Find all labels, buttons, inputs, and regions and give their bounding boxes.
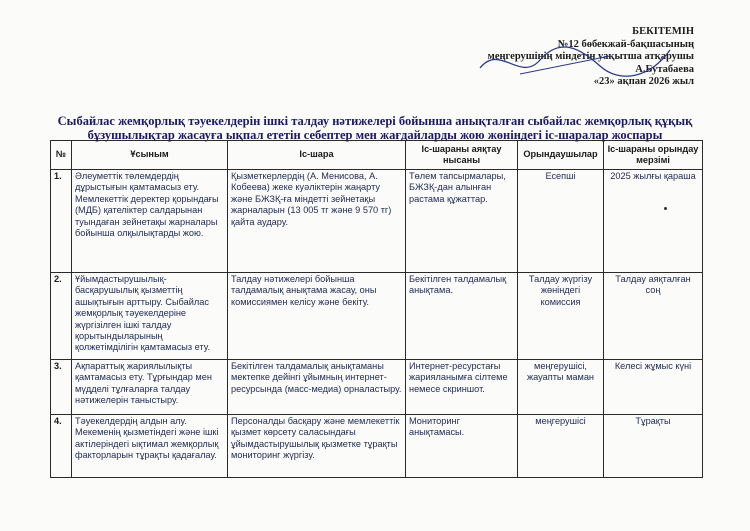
table-header-row [51,141,703,170]
row-number: 1. [51,170,72,273]
header-executors: Орындаушылар [518,141,604,170]
row-deadline: 2025 жылғы қараша [604,170,703,273]
row-deadline: Келесі жұмыс күні [604,360,703,415]
header-completion-form: Іс-шараны аяқтау нысаны [406,141,518,170]
row-executor: меңгерушісі [518,415,604,478]
approval-name: А.Бутабаева [635,63,694,75]
row-deadline: Талдау аяқталған соң [604,273,703,360]
row-number: 2. [51,273,72,360]
header-number: № [51,141,72,170]
table-row [51,273,703,360]
header-action: Іс-шара [228,141,406,170]
title-line-1: Сыбайлас жемқорлық тәуекелдерін ішкі талдау нәтижелері бойынша анықталған сыбайлас жемқорлық құқық [57,114,693,128]
row-recommendation: Ұйымдастырушылық-басқарушылық қызметтің ашықтығын арттыру. Сыбайлас жемқорлық тәуекелдеріне жүргізілген ішкі талдау қорытындыларының қолжетімділігін қамтамасыз ету. [72,273,228,360]
approval-block [394,26,694,89]
header-deadline: Іс-шараны орындау мерзімі [604,141,703,170]
approval-position: меңгерушінің міндетін уақытша атқарушы [487,51,694,62]
row-action: Бекітілген талдамалық анықтаманы мектепке дейінгі ұйымның интернет-ресурсында (масс-медиа) орналастыру. [228,360,406,415]
title-line-2: бұзушылықтар жасауға ықпал ететін себептер мен жағдайларды жою жөніндегі іс-шаралар жоспары [87,128,663,142]
row-action: Қызметкерлердің (А. Менисова, А. Кобеева) жеке куәліктерін жаңарту және БЖЗҚ-ға міндетті зейнетақы жарналарын (13 005 тг және 9 570 тг) қайта аудару. [228,170,406,273]
row-completion-form: Төлем тапсырмалары, БЖЗҚ-дан алынған растама құжаттар. [406,170,518,273]
row-recommendation: Ақпараттық жариялылықты қамтамасыз ету. Тұрғындар мен мүдделі тұлғаларға талдау нәтижелерін таныстыру. [72,360,228,415]
row-action: Персоналды басқару және мемлекеттік қызмет көрсету саласындағы ұйымдастырушылық қызметке тұрақты мониторинг жүргізу. [228,415,406,478]
row-executor: меңгерушісі, жауапты маман [518,360,604,415]
row-action: Талдау нәтижелері бойынша талдамалық анықтама жасау, оны комиссиямен келісу және бекіту. [228,273,406,360]
row-completion-form: Мониторинг анықтамасы. [406,415,518,478]
approval-date: «23» ақпан 2026 жыл [593,76,694,87]
row-completion-form: Бекітілген талдамалық анықтама. [406,273,518,360]
approval-heading: БЕКІТЕМІН [632,26,694,37]
row-deadline: Тұрақты [604,415,703,478]
table-row [51,415,703,478]
row-recommendation: Тәуекелдердің алдын алу. Мекеменің қызметіндегі және ішкі актілеріндегі ықтимал жемқорлық факторларын тұрақты қадағалау. [72,415,228,478]
document-title [40,114,710,142]
action-plan-table [50,140,703,478]
row-executor: Талдау жүргізу жөніндегі комиссия [518,273,604,360]
table-row [51,170,703,273]
approval-organization: №12 бөбекжай-бақшасының [557,38,694,50]
row-recommendation: Әлеуметтік төлемдердің дұрыстығын қамтамасыз ету. Мемлекеттік деректер қорындағы (МДБ) қателіктер салдарынан туындаған зейнетақы жарналары бойынша олқылықтарды жою. [72,170,228,273]
row-number: 4. [51,415,72,478]
row-completion-form: Интернет-ресурстағы жарияланымға сілтеме немесе скриншот. [406,360,518,415]
row-executor: Есепші [518,170,604,273]
row-number: 3. [51,360,72,415]
ink-dot [664,207,667,210]
header-recommendation: Ұсыным [72,141,228,170]
table-row [51,360,703,415]
